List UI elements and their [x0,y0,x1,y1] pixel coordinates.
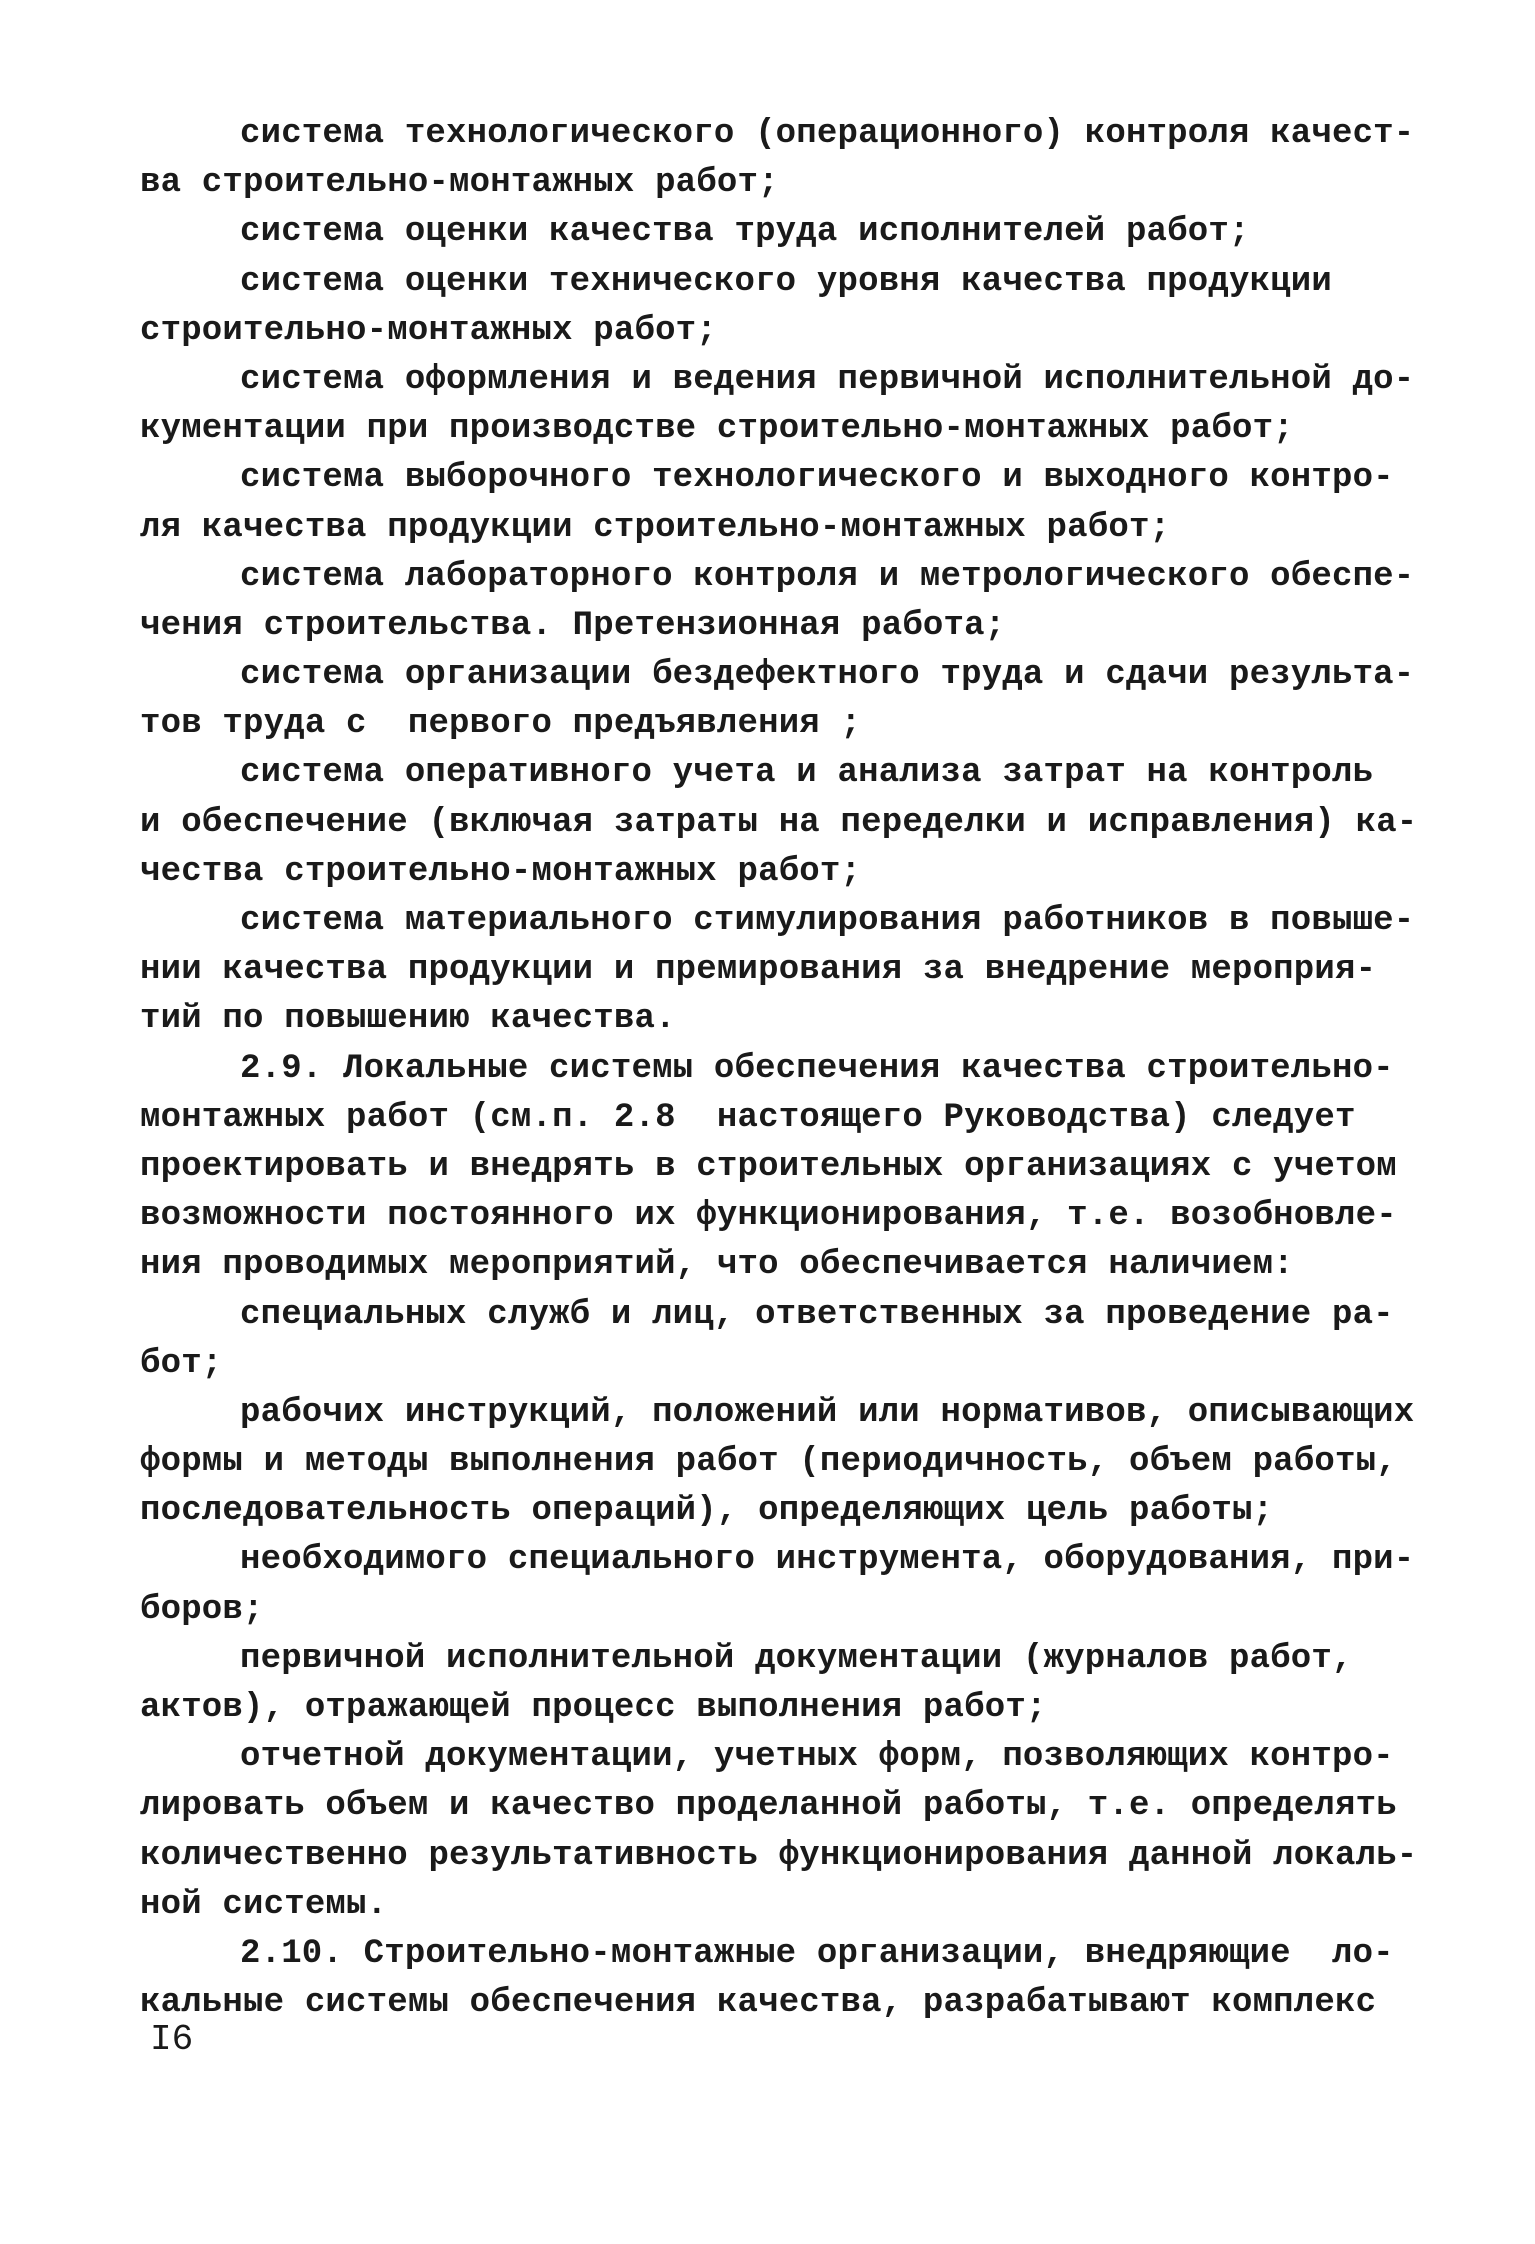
text-line: специальных служб и лиц, ответственных за проведение ра- [240,1295,1394,1334]
text-line: монтажных работ (см.п. 2.8 настоящего Руководства) следует [140,1098,1356,1137]
text-line: отчетной документации, учетных форм, позволяющих контро- [240,1738,1394,1777]
text-line: система оценки технического уровня качества продукции [240,262,1332,301]
text-line: система оформления и ведения первичной исполнительной до- [240,360,1415,399]
text-line: кументации при производстве строительно-монтажных работ; [140,410,1294,449]
text-line: система оценки качества труда исполнителей работ; [240,213,1250,252]
text-line: чения строительства. Претензионная работа; [140,606,1006,645]
section-2-9-heading-line: 2.9. Локальные системы обеспечения качества строительно- [240,1049,1394,1088]
text-line: нии качества продукции и премирования за внедрение мероприя- [140,951,1377,990]
text-line: тий по повышению качества. [140,1000,676,1039]
text-line: и обеспечение (включая затраты на переделки и исправления) ка- [140,803,1418,842]
text-line: строительно-монтажных работ; [140,311,717,350]
text-line: система оперативного учета и анализа затрат на контроль [240,754,1374,793]
text-line: кальные системы обеспечения качества, разрабатывают комплекс [140,1984,1377,2023]
text-line: ния проводимых мероприятий, что обеспечивается наличием: [140,1246,1294,1285]
text-line: бот; [140,1344,223,1383]
text-line: ва строительно-монтажных работ; [140,164,779,203]
section-2-10-heading-line: 2.10. Строительно-монтажные организации, внедряющие ло- [240,1934,1394,1973]
text-line: проектировать и внедрять в строительных организациях с учетом [140,1147,1397,1186]
text-line: лировать объем и качество проделанной работы, т.е. определять [140,1787,1397,1826]
text-line: боров; [140,1590,264,1629]
text-line: система организации бездефектного труда и сдачи результа- [240,656,1415,695]
text-line: чества строительно-монтажных работ; [140,852,862,891]
text-line: рабочих инструкций, положений или нормативов, описывающих [240,1393,1415,1432]
text-line: система лабораторного контроля и метрологического обеспе- [240,557,1415,596]
text-line: количественно результативность функционирования данной локаль- [140,1836,1418,1875]
text-line: формы и методы выполнения работ (периодичность, объем работы, [140,1443,1397,1482]
page-number: I6 [150,2019,194,2060]
text-line: система выборочного технологического и выходного контро- [240,459,1394,498]
text-line: система материального стимулирования работников в повыше- [240,902,1415,940]
text-line: актов), отражающей процесс выполнения работ; [140,1689,1047,1727]
text-line: первичной исполнительной документации (журналов работ, [240,1639,1353,1678]
text-line: возможности постоянного их функционирования, т.е. возобновле- [140,1197,1397,1236]
text-line: последовательность операций), определяющих цель работы; [140,1492,1274,1531]
document-page [140,110,1418,2028]
text-line: система технологического (операционного) контроля качест- [240,115,1415,153]
text-line: необходимого специального инструмента, оборудования, при- [240,1541,1415,1580]
text-line: тов труда с первого предъявления ; [140,705,862,744]
text-line: ля качества продукции строительно-монтажных работ; [140,508,1171,547]
text-line: ной системы. [140,1885,388,1924]
